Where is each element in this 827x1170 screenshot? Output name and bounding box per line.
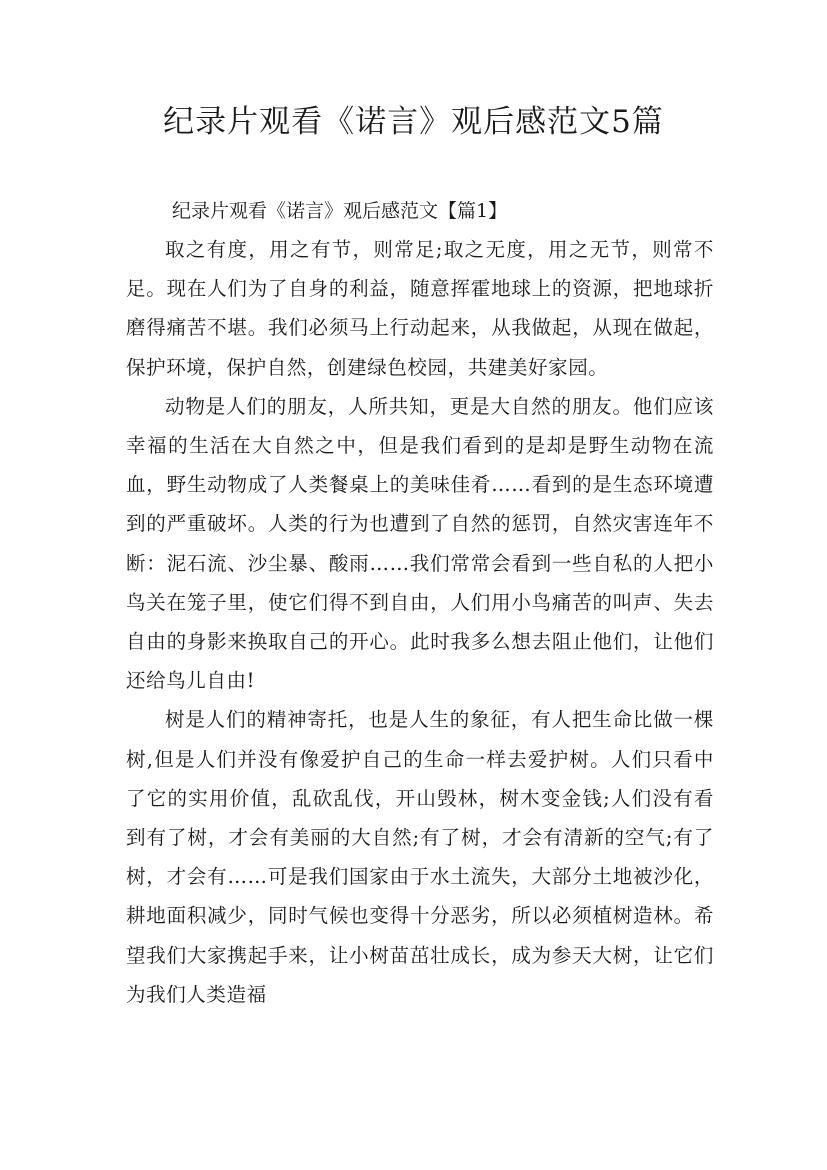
paragraph-3: 树是人们的精神寄托，也是人生的象征，有人把生命比做一棵树,但是人们并没有像爱护自己的生命一样去爱护树。人们只看中了它的实用价值，乱砍乱伐，开山毁林，树木变金钱;人们没有看到有了树，才会有美丽的大自然;有了树，才会有清新的空气;有了树，才会有……可是我们国家由于水土流失，大部分土地被沙化，耕地面积减少，同时气候也变得十分恶劣，所以必须植树造林。希望我们大家携起手来，让小树苗茁壮成长，成为参天大树，让它们为我们人类造福 (126, 708, 714, 1006)
document-body (126, 192, 714, 1014)
paragraph-2: 动物是人们的朋友，人所共知，更是大自然的朋友。他们应该幸福的生活在大自然之中，但是我们看到的是却是野生动物在流血，野生动物成了人类餐桌上的美味佳肴……看到的是生态环境遭到的严重破坏。人类的行为也遭到了自然的惩罚，自然灾害连年不断：泥石流、沙尘暴、酸雨……我们常常会看到一些自私的人把小鸟关在笼子里，使它们得不到自由，人们用小鸟痛苦的叫声、失去自由的身影来换取自己的开心。此时我多么想去阻止他们，让他们还给鸟儿自由! (126, 394, 714, 693)
section-heading: 纪录片观看《诺言》观后感范文【篇1】 (172, 200, 508, 222)
paragraph-1: 取之有度，用之有节，则常足;取之无度，用之无节，则常不足。现在人们为了自身的利益，随意挥霍地球上的资源，把地球折磨得痛苦不堪。我们必须马上行动起来，从我做起，从现在做起，保护环境，保护自然，创建绿色校园，共建美好家园。 (126, 238, 714, 379)
document-title: 纪录片观看《诺言》观后感范文5篇 (163, 104, 664, 140)
